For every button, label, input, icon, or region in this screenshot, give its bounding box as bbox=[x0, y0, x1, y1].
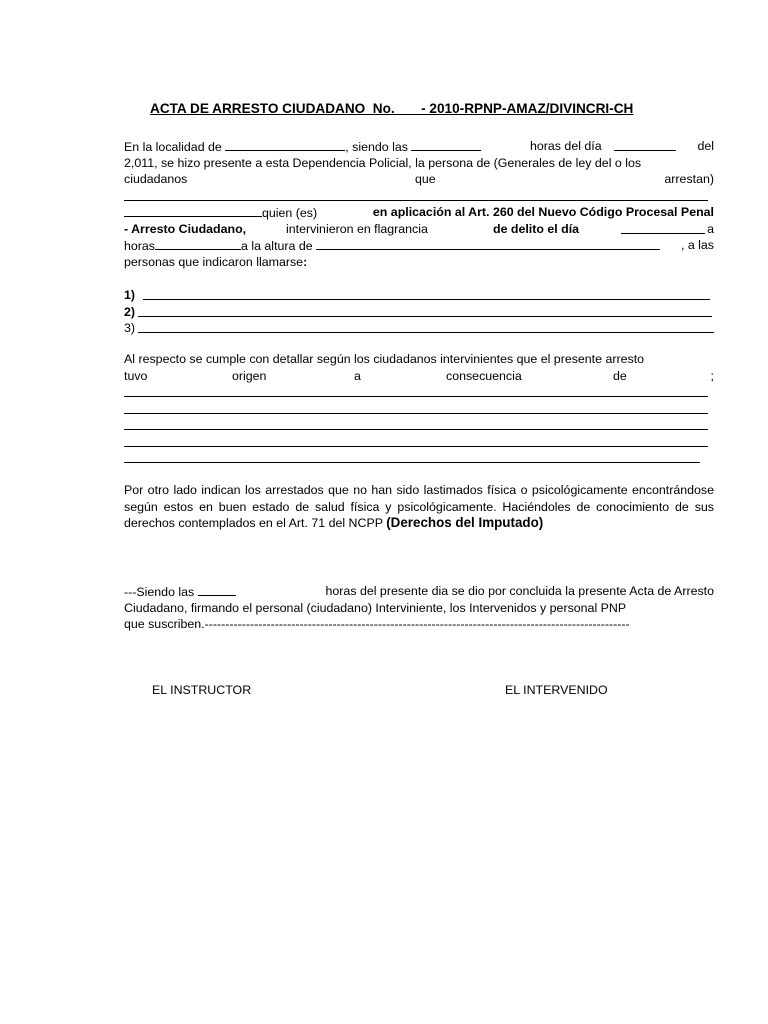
day-blank bbox=[614, 138, 676, 151]
list-item-3 bbox=[124, 320, 714, 337]
detail-blank-1 bbox=[124, 384, 714, 401]
signature-instructor: EL INSTRUCTOR bbox=[152, 683, 252, 697]
intro-que: que bbox=[415, 172, 436, 186]
detail-blank-4 bbox=[124, 434, 714, 451]
intro-alas: , a las bbox=[680, 238, 714, 252]
paragraph-intro bbox=[124, 138, 714, 270]
intro-line-7 bbox=[124, 237, 714, 254]
intro-ciudadanos: ciudadanos bbox=[124, 172, 188, 186]
intro-arrestan: arrestan) bbox=[664, 172, 714, 186]
closing-concluida: horas del presente dia se dio por concluida la presente Acta de Arresto bbox=[325, 584, 714, 598]
intro-line-6 bbox=[124, 221, 714, 238]
generals-blank bbox=[124, 188, 708, 201]
intro-horas: horas bbox=[124, 239, 155, 253]
detail-blank-2 bbox=[124, 401, 714, 418]
detail-line-2 bbox=[124, 368, 714, 385]
detail-word-a: a bbox=[354, 368, 361, 383]
list-item-1 bbox=[124, 287, 714, 304]
document-title: ACTA DE ARRESTO CIUDADANO No. - 2010-RPNP-AMAZ/DIVINCRI-CH bbox=[150, 101, 634, 116]
detail-word-semicolon: ; bbox=[710, 368, 714, 383]
intro-del-label: del bbox=[697, 139, 714, 153]
list-item-1-blank bbox=[143, 287, 710, 300]
location-blank bbox=[316, 237, 660, 250]
time-blank bbox=[411, 138, 481, 151]
closing-line-2: Ciudadano, firmando el personal (ciudadano) Interviniente, los Intervenidos y personal PNP bbox=[124, 600, 627, 615]
closing-line-3: que suscriben.------------------------------------------------------------------------------------------------------- bbox=[124, 617, 630, 631]
rights-bold: (Derechos del Imputado) bbox=[386, 515, 544, 530]
list-item-2-blank bbox=[138, 304, 712, 317]
intro-personas: personas que indicaron llamarse bbox=[124, 254, 304, 269]
intro-day-label: horas del día bbox=[530, 139, 602, 153]
paragraph-rights bbox=[124, 482, 714, 532]
hours-blank bbox=[155, 237, 241, 250]
paragraph-closing bbox=[124, 583, 714, 633]
detail-word-de: de bbox=[613, 368, 627, 383]
intro-line-3 bbox=[124, 171, 714, 188]
intro-time-label: , siendo las bbox=[345, 140, 408, 154]
closing-hours-blank bbox=[198, 583, 236, 596]
intro-line-5 bbox=[124, 204, 714, 221]
intro-flagrancia: intervinieron en flagrancia bbox=[286, 221, 428, 236]
intro-line-1 bbox=[124, 138, 714, 155]
names-list bbox=[124, 287, 714, 337]
list-item-3-blank bbox=[138, 320, 714, 333]
delito-day-blank bbox=[621, 221, 705, 234]
detail-word-consecuencia: consecuencia bbox=[446, 368, 522, 383]
intro-line-8 bbox=[124, 254, 714, 271]
list-item-2 bbox=[124, 304, 714, 321]
detail-word-tuvo: tuvo bbox=[124, 368, 148, 383]
intro-delito-bold: de delito el día bbox=[493, 221, 580, 236]
detail-line-1: Al respecto se cumple con detallar según los ciudadanos intervinientes que el presente arresto bbox=[124, 352, 645, 366]
detail-blank-5 bbox=[124, 450, 714, 467]
signature-intervenido: EL INTERVENIDO bbox=[505, 683, 608, 697]
list-item-2-label: 2) bbox=[124, 304, 136, 319]
intro-a: a bbox=[707, 221, 714, 236]
intro-arresto-bold: - Arresto Ciudadano, bbox=[124, 221, 247, 236]
closing-siendo: ---Siendo las bbox=[124, 585, 195, 599]
detail-word-origen: origen bbox=[232, 368, 267, 383]
detail-blank-3 bbox=[124, 417, 714, 434]
rights-text: Por otro lado indican los arrestados que no han sido lastimados física o psicológicamente encontrándose según estos en buen estado de salud física y psicológicamente. Haciéndoles de conocimiento de sus derechos contemplados en el Art. 71 del NCPP bbox=[124, 483, 714, 530]
paragraph-detail bbox=[124, 351, 714, 467]
list-item-1-label: 1) bbox=[124, 288, 136, 302]
intro-quien: quien (es) bbox=[262, 206, 318, 220]
intro-altura: a la altura de bbox=[241, 239, 313, 253]
locality-blank bbox=[225, 138, 345, 151]
intro-locality-label: En la localidad de bbox=[124, 140, 222, 154]
intro-article-bold: en aplicación al Art. 260 del Nuevo Código Procesal Penal bbox=[372, 205, 714, 219]
list-item-3-label: 3) bbox=[124, 321, 136, 335]
name-blank bbox=[124, 204, 262, 217]
intro-colon: : bbox=[303, 254, 308, 269]
intro-line-2: 2,011, se hizo presente a esta Dependencia Policial, la persona de (Generales de ley del o los bbox=[124, 155, 642, 170]
intro-line-4 bbox=[124, 188, 714, 205]
closing-line-1 bbox=[124, 583, 714, 600]
